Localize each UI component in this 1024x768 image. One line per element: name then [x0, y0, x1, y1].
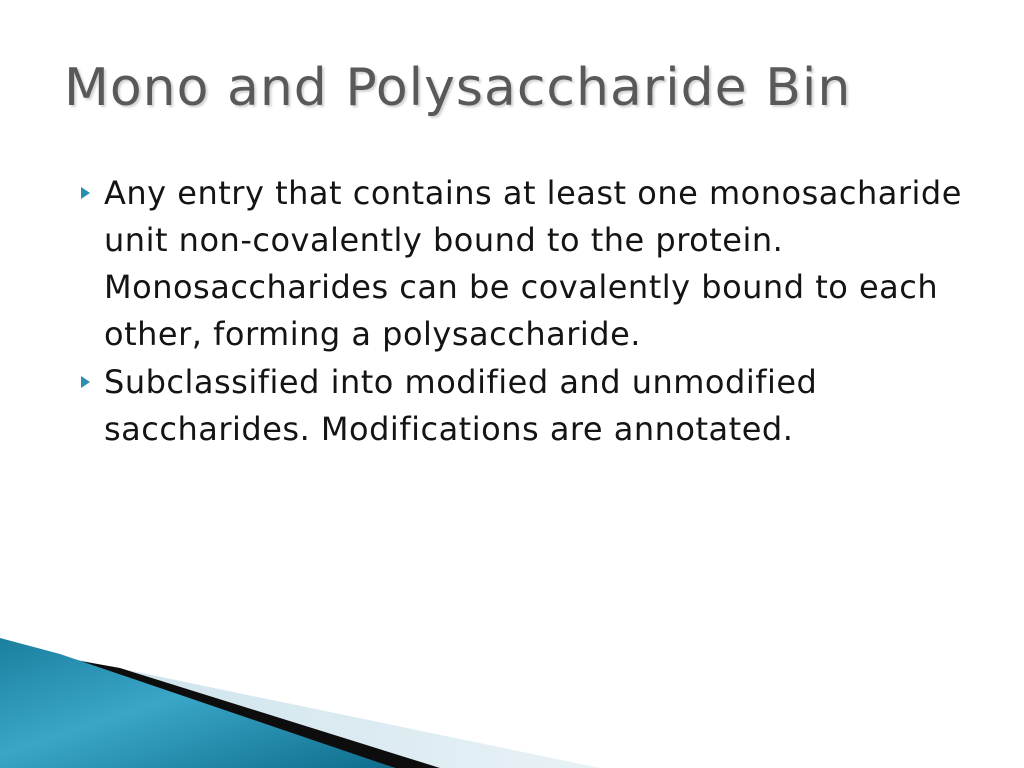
triangle-right-icon — [78, 186, 92, 200]
footer-decoration — [0, 638, 1024, 768]
bullet-item — [72, 170, 972, 358]
bullet-item — [72, 359, 972, 453]
bullet-text: Subclassified into modified and unmodified saccharides. Modifications are annotated. — [104, 363, 818, 448]
bullet-list — [72, 170, 972, 454]
footer-teal-wedge — [0, 638, 395, 768]
bullet-text: Any entry that contains at least one monosacharide unit non-covalently bound to the protein. Monosaccharides can be covalently bound to each other, forming a polysaccharide. — [104, 174, 962, 353]
triangle-right-icon — [78, 375, 92, 389]
slide-title: Mono and Polysaccharide Bin — [64, 58, 852, 118]
